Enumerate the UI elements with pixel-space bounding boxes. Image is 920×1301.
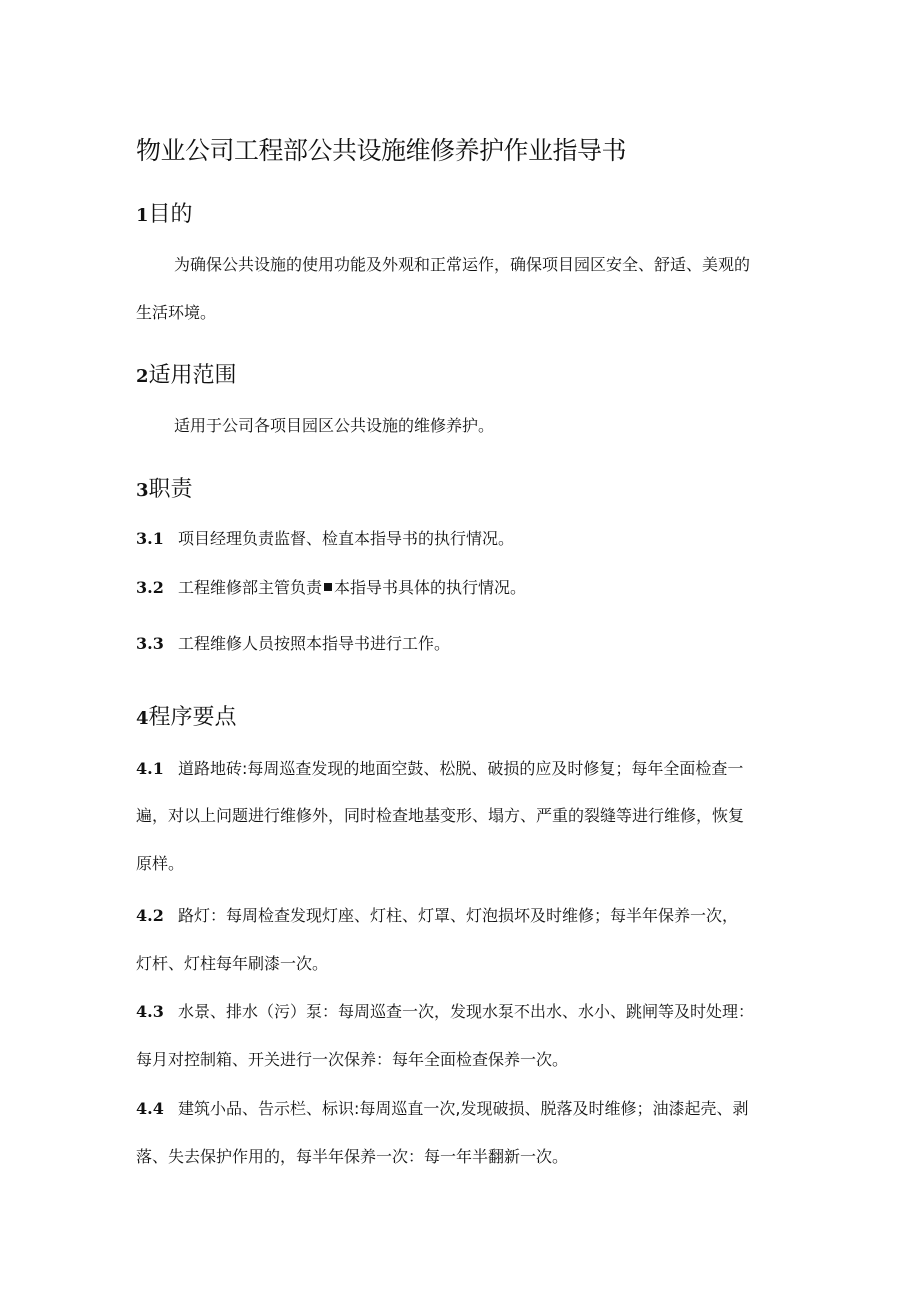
subsection-text: 水景、排水（污）泵：每周巡查一次，发现水泵不出水、水小、跳闸等及时处理： <box>178 1002 755 1021</box>
section-number: 2 <box>136 366 149 387</box>
subsection-number: 3.1 <box>136 529 164 548</box>
section-1-heading <box>136 200 193 231</box>
subsection-number: 4.2 <box>136 906 164 925</box>
paragraph-line: 适用于公司各项目园区公共设施的维修养护。 <box>174 416 495 435</box>
black-square-glyph <box>324 583 332 591</box>
subsection-4-3 <box>136 1000 754 1024</box>
subsection-text: 项目经理负责监督、检直本指导书的执行情况。 <box>178 529 515 548</box>
section-title: 适用范围 <box>148 363 237 388</box>
paragraph-line: 落、失去保护作用的，每半年保养一次：每一年半翻新一次。 <box>136 1147 569 1166</box>
subsection-3-1 <box>136 527 514 551</box>
subsection-4-4 <box>136 1097 748 1121</box>
subsection-3-3 <box>136 632 450 656</box>
subsection-text: 工程维修人员按照本指导书进行工作。 <box>178 634 451 653</box>
subsection-number: 4.1 <box>136 759 164 778</box>
section-number: 1 <box>136 205 149 226</box>
section-2-heading <box>136 361 237 392</box>
subsection-number: 4.3 <box>136 1002 164 1021</box>
subsection-text: 本指导书具体的执行情况。 <box>334 578 527 597</box>
subsection-number: 4.4 <box>136 1099 164 1118</box>
subsection-text: 建筑小品、告示栏、标识:每周巡直一次,发现破损、脱落及时维修；油漆起壳、剥 <box>178 1099 749 1118</box>
subsection-4-2 <box>136 904 738 928</box>
paragraph-line: 每月对控制箱、开关进行一次保养：每年全面检查保养一次。 <box>136 1050 569 1069</box>
subsection-text: 路灯：每周检查发现灯座、灯柱、灯罩、灯泡损坏及时维修；每半年保养一次， <box>178 906 739 925</box>
section-title: 程序要点 <box>148 705 237 730</box>
subsection-number: 3.3 <box>136 634 164 653</box>
section-number: 4 <box>136 708 149 729</box>
section-title: 职责 <box>148 477 193 502</box>
paragraph-line: 为确保公共设施的使用功能及外观和正常运作，确保项目园区安全、舒适、美观的 <box>174 255 751 274</box>
paragraph-line: 灯杆、灯柱每年刷漆一次。 <box>136 954 329 973</box>
section-title: 目的 <box>148 202 193 227</box>
subsection-3-2 <box>136 576 526 600</box>
paragraph-line: 生活环境。 <box>136 303 217 322</box>
subsection-4-1 <box>136 757 743 781</box>
subsection-text: 工程维修部主管负责 <box>178 578 323 597</box>
section-number: 3 <box>136 480 149 501</box>
subsection-number: 3.2 <box>136 578 164 597</box>
section-3-heading <box>136 475 193 506</box>
section-4-heading <box>136 703 237 734</box>
paragraph-line: 原样。 <box>136 854 185 873</box>
document-title: 物业公司工程部公共设施维修养护作业指导书 <box>136 136 627 165</box>
paragraph-line: 遍，对以上问题进行维修外，同时检查地基变形、塌方、严重的裂缝等进行维修，恢复 <box>136 806 745 825</box>
subsection-text: 道路地砖:每周巡查发现的地面空鼓、松脱、破损的应及时修复；每年全面检查一 <box>178 759 744 778</box>
